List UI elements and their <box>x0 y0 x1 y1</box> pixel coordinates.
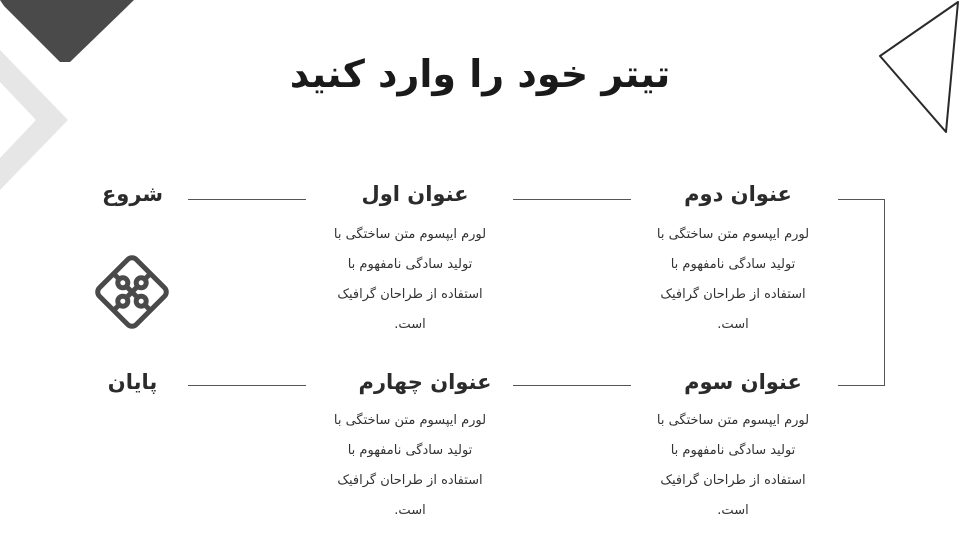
step3-line-1: لورم ایپسوم متن ساختگی با <box>656 413 810 428</box>
connector-step1-to-step2 <box>513 199 631 200</box>
end-label: پایان <box>107 370 158 394</box>
connector-step3-in <box>838 385 885 386</box>
step4-line-1: لورم ایپسوم متن ساختگی با <box>333 413 487 428</box>
step2-line-4: است. <box>717 317 749 332</box>
step4-line-4: است. <box>394 503 426 518</box>
connector-start-to-step1 <box>188 199 306 200</box>
start-label: شروع <box>101 182 164 206</box>
step2-line-2: تولید سادگی نامفهوم با <box>670 257 796 272</box>
connector-vertical-right <box>884 199 885 385</box>
step1-line-1: لورم ایپسوم متن ساختگی با <box>333 227 487 242</box>
step3-line-2: تولید سادگی نامفهوم با <box>670 443 796 458</box>
step4-heading: عنوان چهارم <box>358 370 492 394</box>
step1-line-2: تولید سادگی نامفهوم با <box>347 257 473 272</box>
step4-line-3: استفاده از طراحان گرافیک <box>337 473 483 488</box>
step2-line-3: استفاده از طراحان گرافیک <box>660 287 806 302</box>
connector-step4-to-end <box>188 385 306 386</box>
puzzle-icon <box>92 252 172 332</box>
step2-body <box>628 220 838 340</box>
step2-heading: عنوان دوم <box>684 182 792 206</box>
page-title: تیتر خود را وارد کنید <box>289 52 671 96</box>
step2-line-1: لورم ایپسوم متن ساختگی با <box>656 227 810 242</box>
step3-heading: عنوان سوم <box>684 370 802 394</box>
step1-heading: عنوان اول <box>361 182 469 206</box>
step4-body <box>305 406 515 526</box>
step1-line-4: است. <box>394 317 426 332</box>
step3-line-3: استفاده از طراحان گرافیک <box>660 473 806 488</box>
step4-line-2: تولید سادگی نامفهوم با <box>347 443 473 458</box>
step3-body <box>628 406 838 526</box>
connector-step3-to-step4 <box>513 385 631 386</box>
step3-line-4: است. <box>717 503 749 518</box>
step1-line-3: استفاده از طراحان گرافیک <box>337 287 483 302</box>
connector-step2-out <box>838 199 885 200</box>
step1-body <box>305 220 515 340</box>
